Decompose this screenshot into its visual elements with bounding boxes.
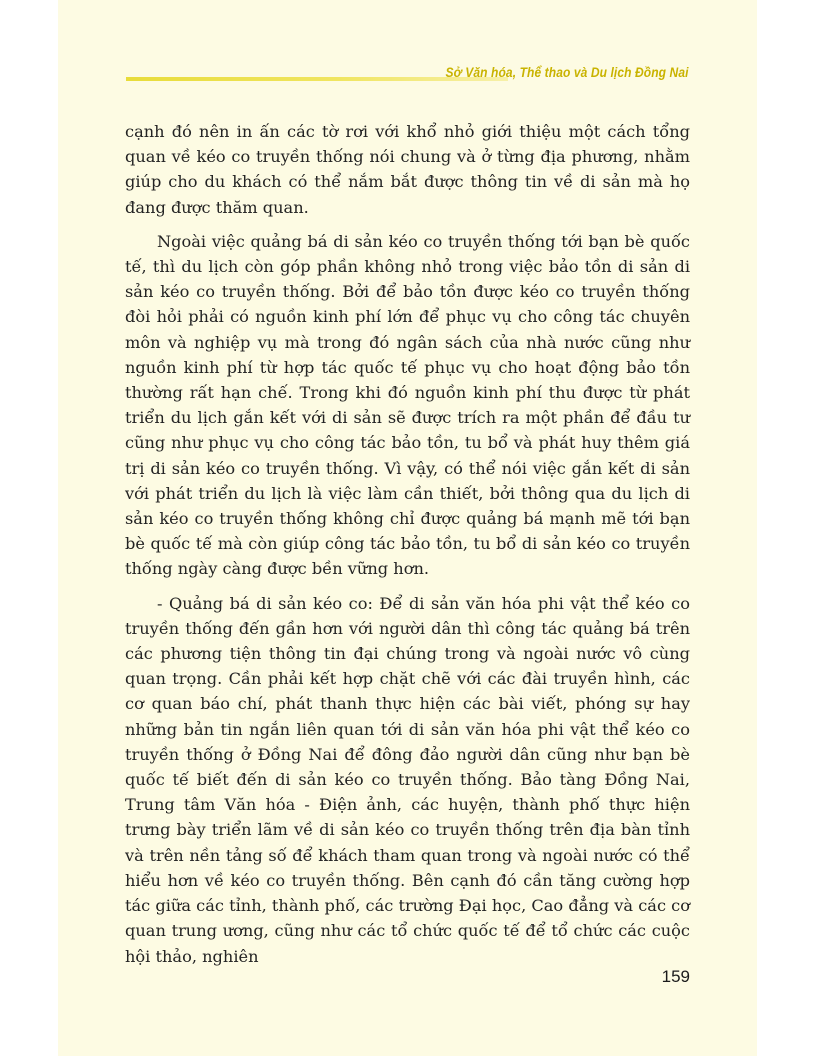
page-number: 159 [661, 967, 690, 986]
book-page [58, 0, 757, 1056]
body-text [125, 119, 690, 978]
paragraph-promotion: - Quảng bá di sản kéo co: Để di sản văn hóa phi vật thể kéo co truyền thống đến gần hơn với người dân thì công tác quảng bá trên các phương tiện thông tin đại chúng trong và ngoài nước vô cùng quan trọng. Cần phải kết hợp chặt chẽ với các đài truyền hình, các cơ quan báo chí, phát thanh thực hiện các bài viết, phóng sự hay những bản tin ngắn liên quan tới di sản văn hóa phi vật thể kéo co truyền thống ở Đồng Nai để đông đảo người dân cũng như bạn bè quốc tế biết đến di sản kéo co truyền thống. Bảo tàng Đồng Nai, Trung tâm Văn hóa - Điện ảnh, các huyện, thành phố thực hiện trưng bày triển lãm về di sản kéo co truyền thống trên địa bàn tỉnh và trên nền tảng số để khách tham quan trong và ngoài nước có thể hiểu hơn về kéo co truyền thống. Bên cạnh đó cần tăng cường hợp tác giữa các tỉnh, thành phố, các trường Đại học, Cao đẳng và các cơ quan trung ương, cũng như các tổ chức quốc tế để tổ chức các cuộc hội thảo, nghiên [125, 593, 690, 966]
running-header: Sở Văn hóa, Thể thao và Du lịch Đồng Nai [446, 64, 689, 80]
paragraph-tourism-conservation: Ngoài việc quảng bá di sản kéo co truyền thống tới bạn bè quốc tế, thì du lịch còn góp phần không nhỏ trong việc bảo tồn di sản di sản kéo co truyền thống. Bởi để bảo tồn được kéo co truyền thống đòi hỏi phải có nguồn kinh phí lớn để phục vụ cho công tác chuyên môn và nghiệp vụ mà trong đó ngân sách của nhà nước cũng như nguồn kinh phí từ hợp tác quốc tế phục vụ cho hoạt động bảo tồn thường rất hạn chế. Trong khi đó nguồn kinh phí thu được từ phát triển du lịch gắn kết với di sản sẽ được trích ra một phần để đầu tư cũng như phục vụ cho công tác bảo tồn, tu bổ và phát huy thêm giá trị di sản kéo co truyền thống. Vì vậy, có thể nói việc gắn kết di sản với phát triển du lịch là việc làm cần thiết, bởi thông qua du lịch di sản kéo co truyền thống không chỉ được quảng bá mạnh mẽ tới bạn bè quốc tế mà còn giúp công tác bảo tồn, tu bổ di sản kéo co truyền thống ngày càng được bền vững hơn. [125, 231, 690, 579]
paragraph-continuation: cạnh đó nên in ấn các tờ rơi với khổ nhỏ giới thiệu một cách tổng quan về kéo co truyền thống nói chung và ở từng địa phương, nhằm giúp cho du khách có thể nắm bắt được thông tin về di sản mà họ đang được thăm quan. [125, 122, 690, 217]
